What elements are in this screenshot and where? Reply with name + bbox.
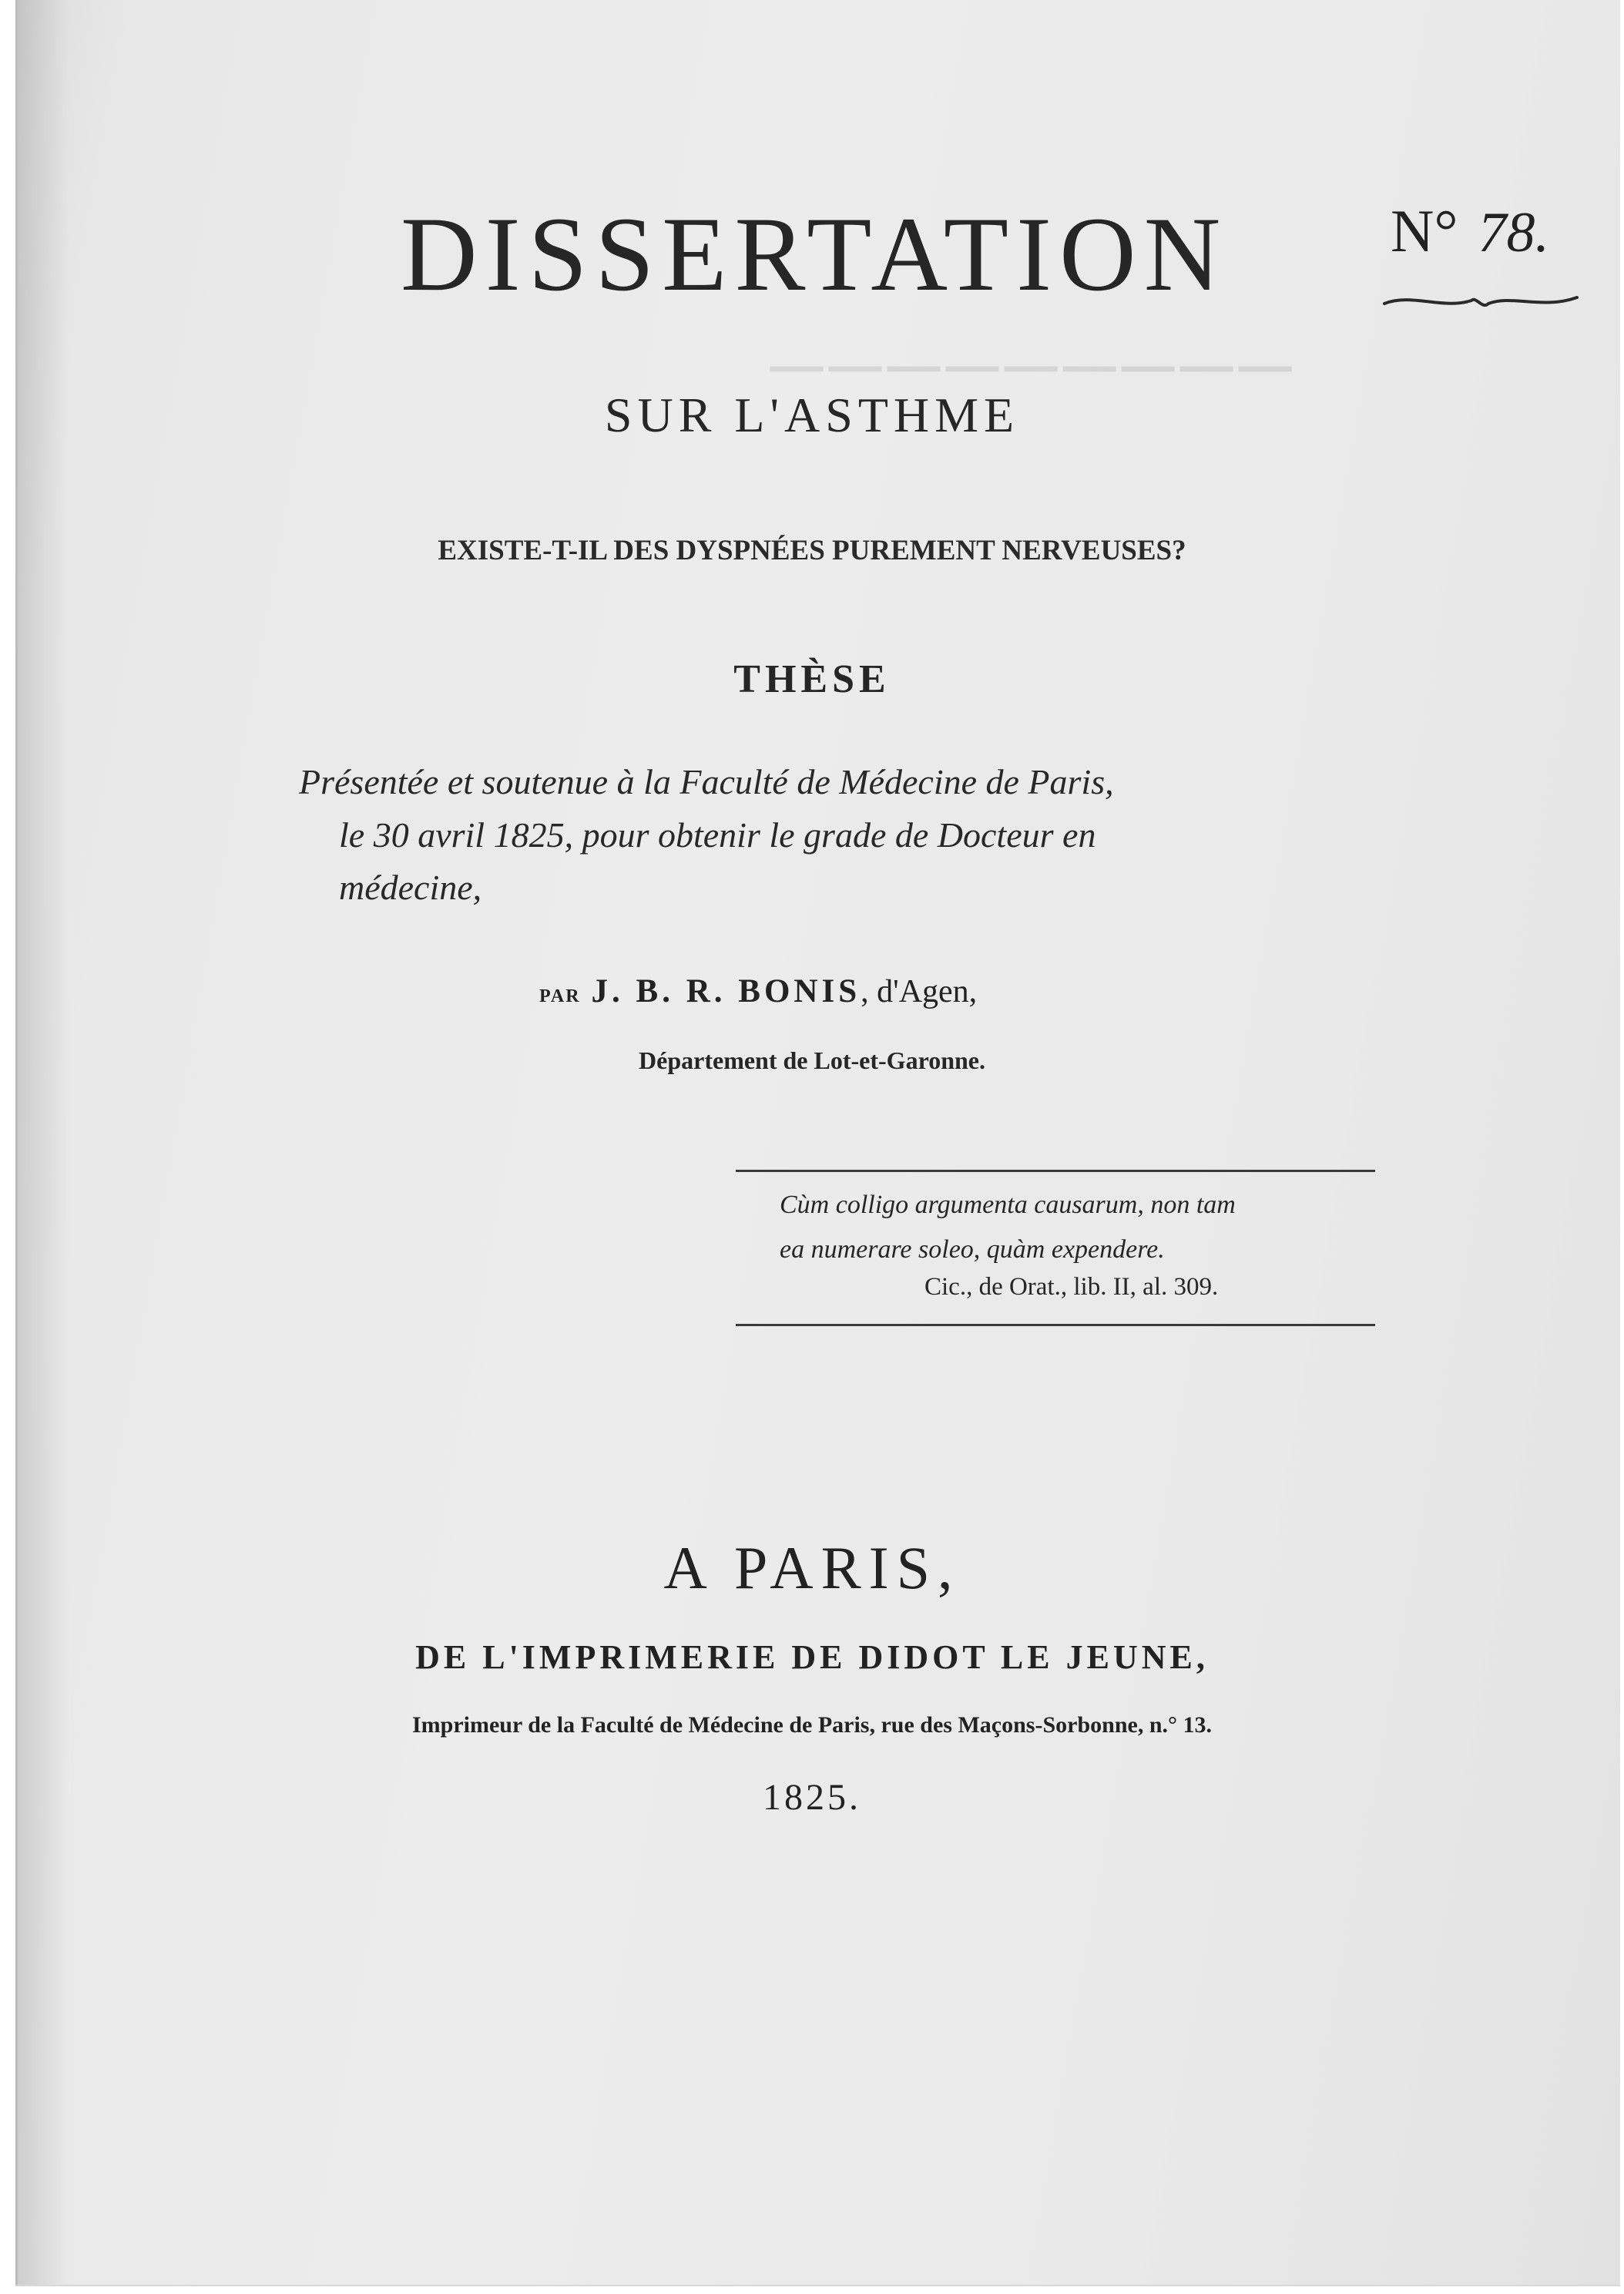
epigraph-line-2: ea numerare soleo, quàm expendere.: [780, 1235, 1165, 1264]
epigraph-top-rule: [736, 1170, 1375, 1172]
epigraph-line-1: Cùm colligo argumenta causarum, non tam: [780, 1191, 1236, 1219]
document-number: [1391, 196, 1549, 266]
subtitle: SUR L'ASTHME: [604, 388, 1020, 442]
epigraph-citation: Cic., de Orat., lib. II, al. 309.: [924, 1273, 1219, 1301]
handwritten-number: 78.: [1478, 201, 1550, 264]
imprint-printer-details: Imprimeur de la Faculté de Médecine de Paris, rue des Maçons-Sorbonne, n.° 13.: [411, 1712, 1213, 1738]
imprint-place: A PARIS,: [663, 1534, 961, 1601]
document-title: DISSERTATION: [401, 195, 1229, 313]
epigraph-bottom-rule: [736, 1324, 1375, 1326]
handwritten-flourish: [1381, 287, 1581, 317]
author-line: [539, 972, 977, 1010]
presentation-line-1: Présentée et soutenue à la Faculté de Médecine de Paris,: [299, 762, 1114, 801]
author-name: J. B. R. BONIS: [591, 973, 861, 1009]
presentation-line-2: le 30 avril 1825, pour obtenir le grade de Docteur en: [339, 815, 1096, 855]
bleed-through-text: ─────────: [770, 325, 1298, 408]
author-department: Département de Lot-et-Garonne.: [639, 1046, 985, 1074]
number-prefix: N°: [1391, 197, 1458, 264]
author-par: PAR: [539, 986, 581, 1006]
page-edge-shadow: [15, 0, 69, 2285]
imprint-printer: DE L'IMPRIMERIE DE DIDOT LE JEUNE,: [415, 1638, 1209, 1676]
these-heading: THÈSE: [733, 657, 891, 701]
question-heading: EXISTE-T-IL DES DYSPNÉES PUREMENT NERVEUSES?: [438, 535, 1186, 566]
imprint-year: 1825.: [763, 1777, 861, 1818]
author-origin: , d'Agen,: [861, 974, 978, 1009]
presentation-line-3: médecine,: [339, 868, 482, 907]
